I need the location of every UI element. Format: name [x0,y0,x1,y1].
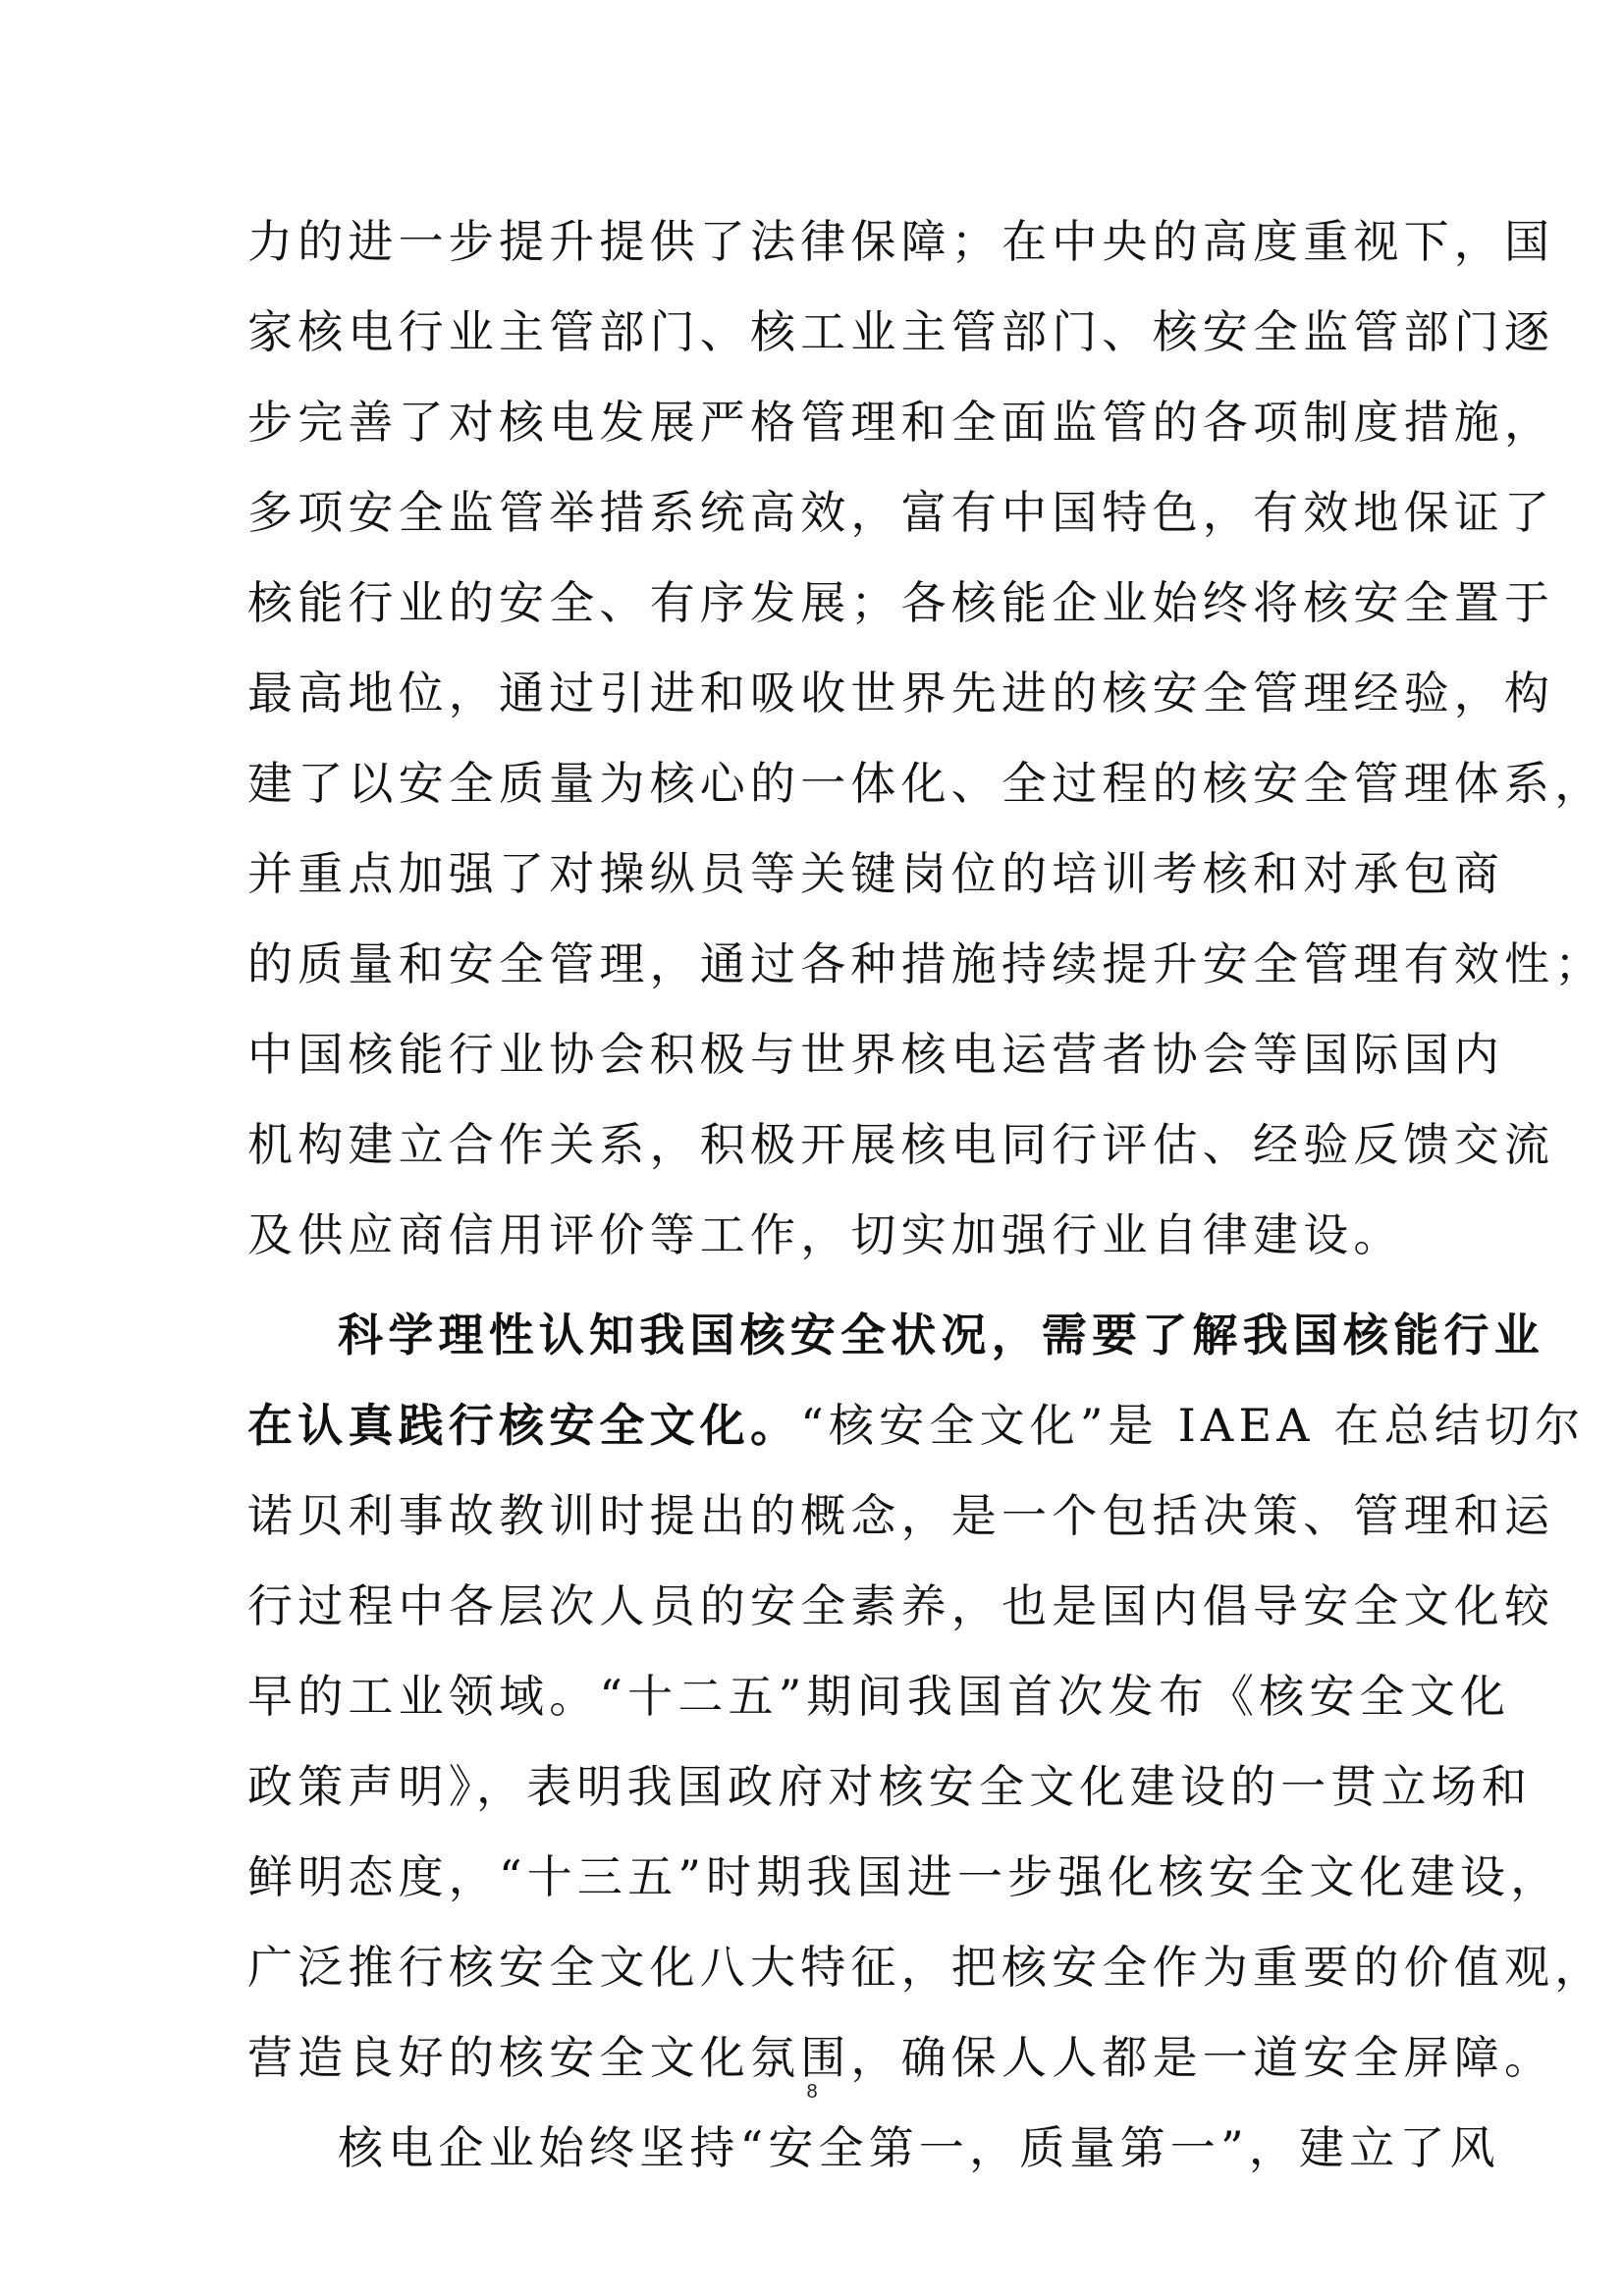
paragraph-1-line-5: 核能行业的安全、有序发展；各核能企业始终将核安全置于 [247,576,1555,629]
paragraph-2-line-5: 早的工业领域。“十二五”期间我国首次发布《核安全文化 [247,1670,1511,1723]
paragraph-2-heading-line-1: 科学理性认知我国核安全状况，需要了解我国核能行业 [338,1308,1544,1362]
page-number: 8 [806,2081,818,2103]
paragraph-2-line-2 [247,1380,1586,1470]
paragraph-1-line-1: 力的进一步提升提供了法律保障；在中央的高度重视下，国 [247,215,1555,268]
paragraph-1-line-7: 建了以安全质量为核心的一体化、全过程的核安全管理体系， [247,757,1605,810]
paragraph-1-line-2: 家核电行业主管部门、核工业主管部门、核安全监管部门逐 [247,305,1555,358]
paragraph-1-line-8: 并重点加强了对操纵员等关键岗位的培训考核和对承包商 [247,847,1504,900]
paragraph-2-line-4: 行过程中各层次人员的安全素养，也是国内倡导安全文化较 [247,1579,1555,1632]
paragraph-1-line-9: 的质量和安全管理，通过各种措施持续提升安全管理有效性； [247,937,1605,990]
paragraph-2-line-8: 广泛推行核安全文化八大特征，把核安全作为重要的价值观， [247,1941,1605,1994]
paragraph-1-line-10: 中国核能行业协会积极与世界核电运营者协会等国际国内 [247,1028,1504,1081]
paragraph-2-line-3: 诺贝利事故教训时提出的概念，是一个包括决策、管理和运 [247,1489,1555,1542]
paragraph-1-line-3: 步完善了对核电发展严格管理和全面监管的各项制度措施， [247,396,1555,449]
paragraph-1-line-12: 及供应商信用评价等工作，切实加强行业自律建设。 [247,1208,1404,1261]
paragraph-2-line-9: 营造良好的核安全文化氛围，确保人人都是一道安全屏障。 [247,2031,1555,2084]
paragraph-3-line-1: 核电企业始终坚持“安全第一，质量第一”，建立了风 [338,2121,1500,2174]
body-text [247,196,1605,2193]
paragraph-1-line-11: 机构建立合作关系，积极开展核电同行评估、经验反馈交流 [247,1118,1555,1171]
paragraph-1-line-4: 多项安全监管举措系统高效，富有中国特色，有效地保证了 [247,486,1555,539]
paragraph-1-line-6: 最高地位，通过引进和吸收世界先进的核安全管理经验，构 [247,667,1555,720]
paragraph-2-line-6: 政策声明》，表明我国政府对核安全文化建设的一贯立场和 [247,1760,1533,1813]
paragraph-2-heading-line-2: 在认真践行核安全文化。 [247,1399,801,1452]
paragraph-2-line-2-rest: “核安全文化”是 IAEA 在总结切尔 [800,1399,1586,1452]
paragraph-2-line-7: 鲜明态度，“十三五”时期我国进一步强化核安全文化建设， [247,1850,1561,1903]
